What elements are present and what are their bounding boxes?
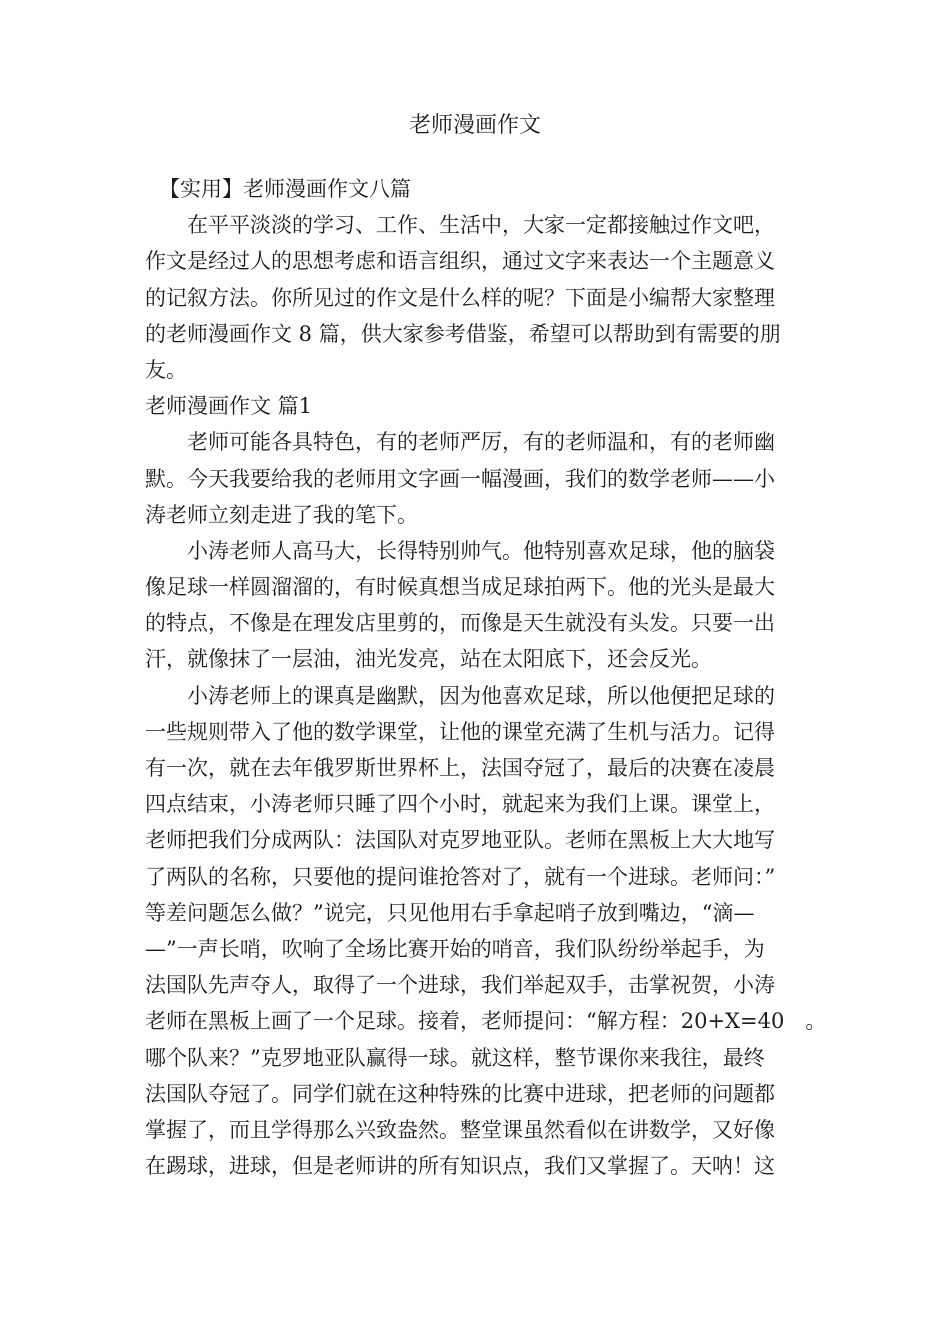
text-line: 法国队夺冠了。同学们就在这种特殊的比赛中进球，把老师的问题都 bbox=[145, 1081, 775, 1106]
text-line: 掌握了，而且学得那么兴致盎然。整堂课虽然看似在讲数学，又好像 bbox=[145, 1117, 775, 1142]
text-line: 老师在黑板上画了一个足球。接着，老师提问：“解方程：20+X=40 。 bbox=[145, 1009, 827, 1034]
document-title: 老师漫画作文 bbox=[408, 113, 541, 138]
text-line: 了两队的名称，只要他的提问谁抢答对了，就有一个进球。老师问：” bbox=[145, 864, 776, 889]
text-line: 有一次，就在去年俄罗斯世界杯上，法国夺冠了，最后的决赛在凌晨 bbox=[145, 756, 775, 780]
text-line: 在踢球，进球，但是老师讲的所有知识点，我们又掌握了。天呐！这 bbox=[145, 1154, 775, 1179]
text-line: 的老师漫画作文 8 篇，供大家参考借鉴，希望可以帮助到有需要的朋 bbox=[145, 321, 781, 346]
document-body bbox=[145, 171, 827, 1184]
section-heading: 老师漫画作文 篇1 bbox=[145, 394, 313, 419]
text-line: 一些规则带入了他的数学课堂，让他的课堂充满了生机与活力。记得 bbox=[145, 719, 775, 744]
text-line: 小涛老师人高马大，长得特别帅气。他特别喜欢足球，他的脑袋 bbox=[187, 538, 775, 563]
text-line: 老师可能各具特色，有的老师严厉，有的老师温和，有的老师幽 bbox=[187, 430, 775, 455]
text-line: 等差问题怎么做？”说完，只见他用右手拿起哨子放到嘴边，“滴— bbox=[145, 900, 755, 925]
text-line: 小涛老师上的课真是幽默，因为他喜欢足球，所以他便把足球的 bbox=[187, 683, 775, 708]
text-line: 作文是经过人的思想考虑和语言组织，通过文字来表达一个主题意义 bbox=[145, 249, 775, 274]
text-line: 的记叙方法。你所见过的作文是什么样的呢？下面是小编帮大家整理 bbox=[145, 285, 775, 310]
text-line: 法国队先声夺人，取得了一个进球，我们举起双手，击掌祝贺，小涛 bbox=[145, 973, 775, 998]
text-line: 在平平淡淡的学习、工作、生活中，大家一定都接触过作文吧， bbox=[187, 213, 775, 238]
text-line: 的特点，不像是在理发店里剪的，而像是天生就没有头发。只要一出 bbox=[145, 611, 775, 636]
text-line: 老师把我们分成两队：法国队对克罗地亚队。老师在黑板上大大地写 bbox=[145, 828, 775, 853]
text-line: 四点结束，小涛老师只睡了四个小时，就起来为我们上课。课堂上， bbox=[145, 792, 775, 817]
text-line: 友。 bbox=[145, 357, 187, 382]
text-line: 汗，就像抹了一层油，油光发亮，站在太阳底下，还会反光。 bbox=[145, 647, 712, 672]
text-line: 哪个队来？”克罗地亚队赢得一球。就这样，整节课你来我往，最终 bbox=[145, 1045, 765, 1070]
text-line: 涛老师立刻走进了我的笔下。 bbox=[145, 502, 418, 527]
text-line: 默。今天我要给我的老师用文字画一幅漫画，我们的数学老师——小 bbox=[145, 466, 775, 491]
subtitle-line: 【实用】老师漫画作文八篇 bbox=[159, 177, 411, 201]
text-line: 像足球一样圆溜溜的，有时候真想当成足球拍两下。他的光头是最大 bbox=[145, 575, 775, 600]
text-line: —”一声长哨，吹响了全场比赛开始的哨音，我们队纷纷举起手，为 bbox=[145, 936, 765, 961]
